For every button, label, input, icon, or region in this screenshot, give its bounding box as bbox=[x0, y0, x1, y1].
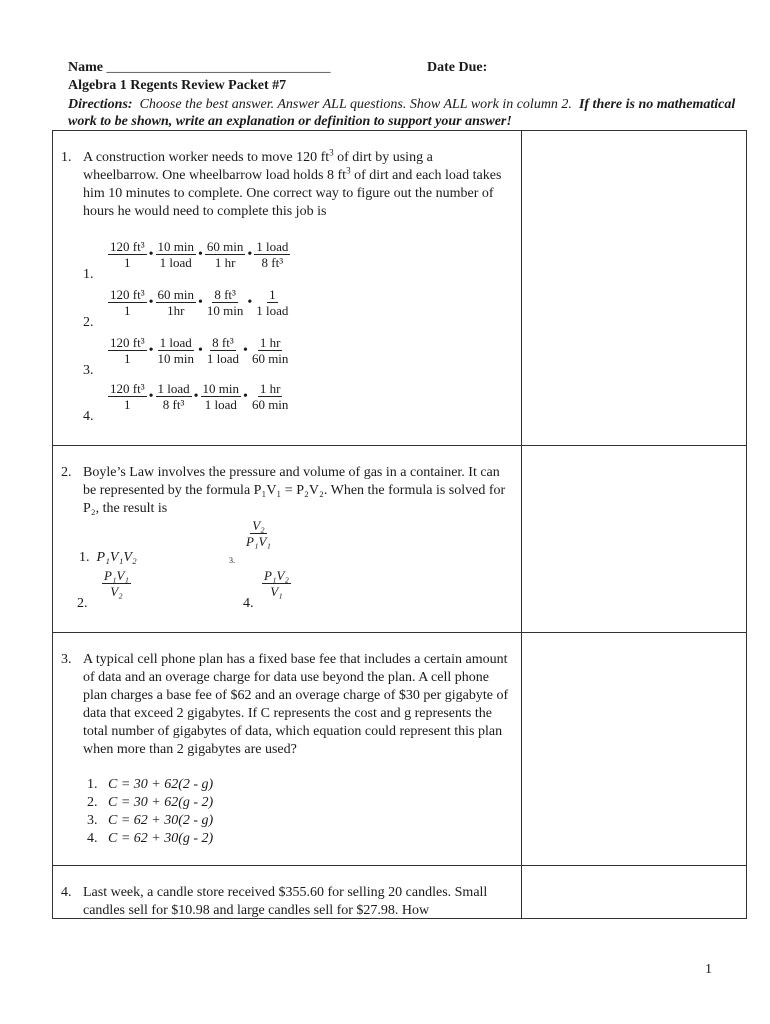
q3-option-3[interactable]: 3. C = 62 + 30(2 - g) bbox=[87, 813, 214, 828]
fraction: $\frac{\text{8 ft³}}{\text{1 load}}$ bbox=[206, 335, 240, 366]
question-2: 2. Boyle’s Law involves the pressure and volume of gas in a container. It can be represented by the formula P₁V₁ = P₂V₂. When the formula is solved for P₂, the result is bbox=[61, 465, 506, 516]
fraction: $\frac{\text{120 ft³}}{1}$ bbox=[110, 335, 145, 366]
work-column[interactable] bbox=[521, 633, 522, 865]
question-4: 4. Last week, a candle store received $355.60 for selling 20 candles. Small candles sell for $10.98 and large candles sell for $27.98. How bbox=[61, 885, 488, 918]
page-title: Algebra 1 Regents Review Packet #7 bbox=[68, 78, 287, 93]
q1-option-label: 4. bbox=[83, 409, 94, 424]
multiply-dot: • bbox=[247, 294, 253, 310]
work-column[interactable] bbox=[521, 131, 522, 445]
question-3-options bbox=[87, 777, 213, 849]
fraction: $\frac{10 \min}{\text{1 load}}$ bbox=[157, 239, 194, 270]
multiply-dot: • bbox=[243, 388, 248, 404]
name-field-label: Name ________________________________ bbox=[68, 60, 331, 75]
q2-option-4-label: 4. bbox=[243, 596, 254, 611]
q1-option-4[interactable] bbox=[107, 381, 291, 412]
q1-option-label: 1. bbox=[83, 267, 94, 282]
q1-option-1[interactable] bbox=[107, 239, 291, 270]
fraction: $\frac{\text{1 load}}{\text{8 ft³}}$ bbox=[157, 381, 190, 412]
multiply-dot: • bbox=[148, 388, 154, 404]
fraction: $\frac{\text{1 load}}{\text{8 ft³}}$ bbox=[256, 239, 289, 270]
multiply-dot: • bbox=[243, 342, 248, 358]
work-column[interactable] bbox=[521, 866, 522, 918]
fraction: $\frac{10 \min}{\text{1 load}}$ bbox=[202, 381, 240, 412]
question-row-4 bbox=[52, 865, 747, 919]
q2-option-3-label: 3. bbox=[229, 556, 235, 565]
q3-option-1[interactable]: 1. C = 30 + 62(2 - g) bbox=[87, 777, 214, 792]
fraction: $\frac{\text{1 load}}{10 \min}$ bbox=[157, 335, 194, 366]
q1-option-label: 3. bbox=[83, 363, 94, 378]
multiply-dot: • bbox=[247, 246, 253, 262]
question-row-1 bbox=[52, 130, 747, 445]
q2-option-4[interactable]: $\frac{\text{P₁V₂}}{\text{V₁}}$ bbox=[264, 568, 289, 599]
multiply-dot: • bbox=[148, 246, 154, 262]
multiply-dot: • bbox=[197, 294, 203, 310]
multiply-dot: • bbox=[148, 294, 154, 310]
fraction: $\frac{\text{120 ft³}}{1}$ bbox=[110, 381, 145, 412]
fraction: $\frac{\text{120 ft³}}{1}$ bbox=[110, 287, 145, 318]
q3-option-4[interactable]: 4. C = 62 + 30(g - 2) bbox=[87, 831, 214, 846]
fraction: $\frac{\text{120 ft³}}{1}$ bbox=[110, 239, 145, 270]
question-3: 3. A typical cell phone plan has a fixed base fee that includes a certain amount of data and an overage charge for data use beyond the plan. A cell phone plan charges a base fee of $62 and an overage charge of $30 per gigabyte of data that exceed 2 gigabytes. If C represents the cost and g represents the total number of gigabytes of data, which equation could represent this plan when more than 2 gigabytes are used? bbox=[61, 652, 509, 757]
fraction: $\frac{60 \min}{1hr}$ bbox=[157, 287, 194, 318]
multiply-dot: • bbox=[193, 388, 199, 404]
q2-option-2-label: 2. bbox=[77, 596, 88, 611]
q2-option-3[interactable]: $\frac{\text{V₂}}{\text{P₁V₁}}$ bbox=[246, 518, 271, 549]
directions: Directions: Choose the best answer. Answer ALL questions. Show ALL work in column 2. If there is no mathematical work to be shown, write an explanation or definition to support your answer! bbox=[68, 97, 736, 129]
fraction: $\frac{60 \min}{1 hr}$ bbox=[206, 239, 244, 270]
fraction: $\frac{1 hr}{60 \min}$ bbox=[251, 381, 289, 412]
q3-option-2[interactable]: 2. C = 30 + 62(g - 2) bbox=[87, 795, 214, 810]
page-number: 1 bbox=[705, 962, 712, 977]
q1-option-label: 2. bbox=[83, 315, 94, 330]
question-1: 1. A construction worker needs to move 120 $ft^3$ of dirt by using a wheelbarrow. One wheelbarrow load holds 8 $ft^3$ of dirt and each load takes him 10 minutes to complete. One correct way to figure out the number of hours he would need to complete this job is bbox=[61, 147, 502, 219]
question-row-2 bbox=[52, 445, 747, 632]
q2-option-2[interactable]: $\frac{\text{P₁V₁}}{\text{V₂}}$ bbox=[104, 568, 129, 599]
multiply-dot: • bbox=[197, 342, 203, 358]
date-due-label: Date Due: bbox=[427, 60, 488, 75]
fraction: $\frac{\text{8 ft³}}{10 \min}$ bbox=[206, 287, 244, 318]
work-column[interactable] bbox=[521, 446, 522, 632]
fraction: $\frac{1}{\text{1 load}}$ bbox=[256, 287, 289, 318]
multiply-dot: • bbox=[197, 246, 203, 262]
multiply-dot: • bbox=[148, 342, 154, 358]
question-row-3 bbox=[52, 632, 747, 865]
q1-option-2[interactable] bbox=[107, 287, 291, 318]
q1-option-3[interactable] bbox=[107, 335, 291, 366]
fraction: $\frac{1 hr}{60 \min}$ bbox=[251, 335, 289, 366]
q2-option-1[interactable]: 1. P₁V₁V₂ bbox=[79, 550, 137, 565]
